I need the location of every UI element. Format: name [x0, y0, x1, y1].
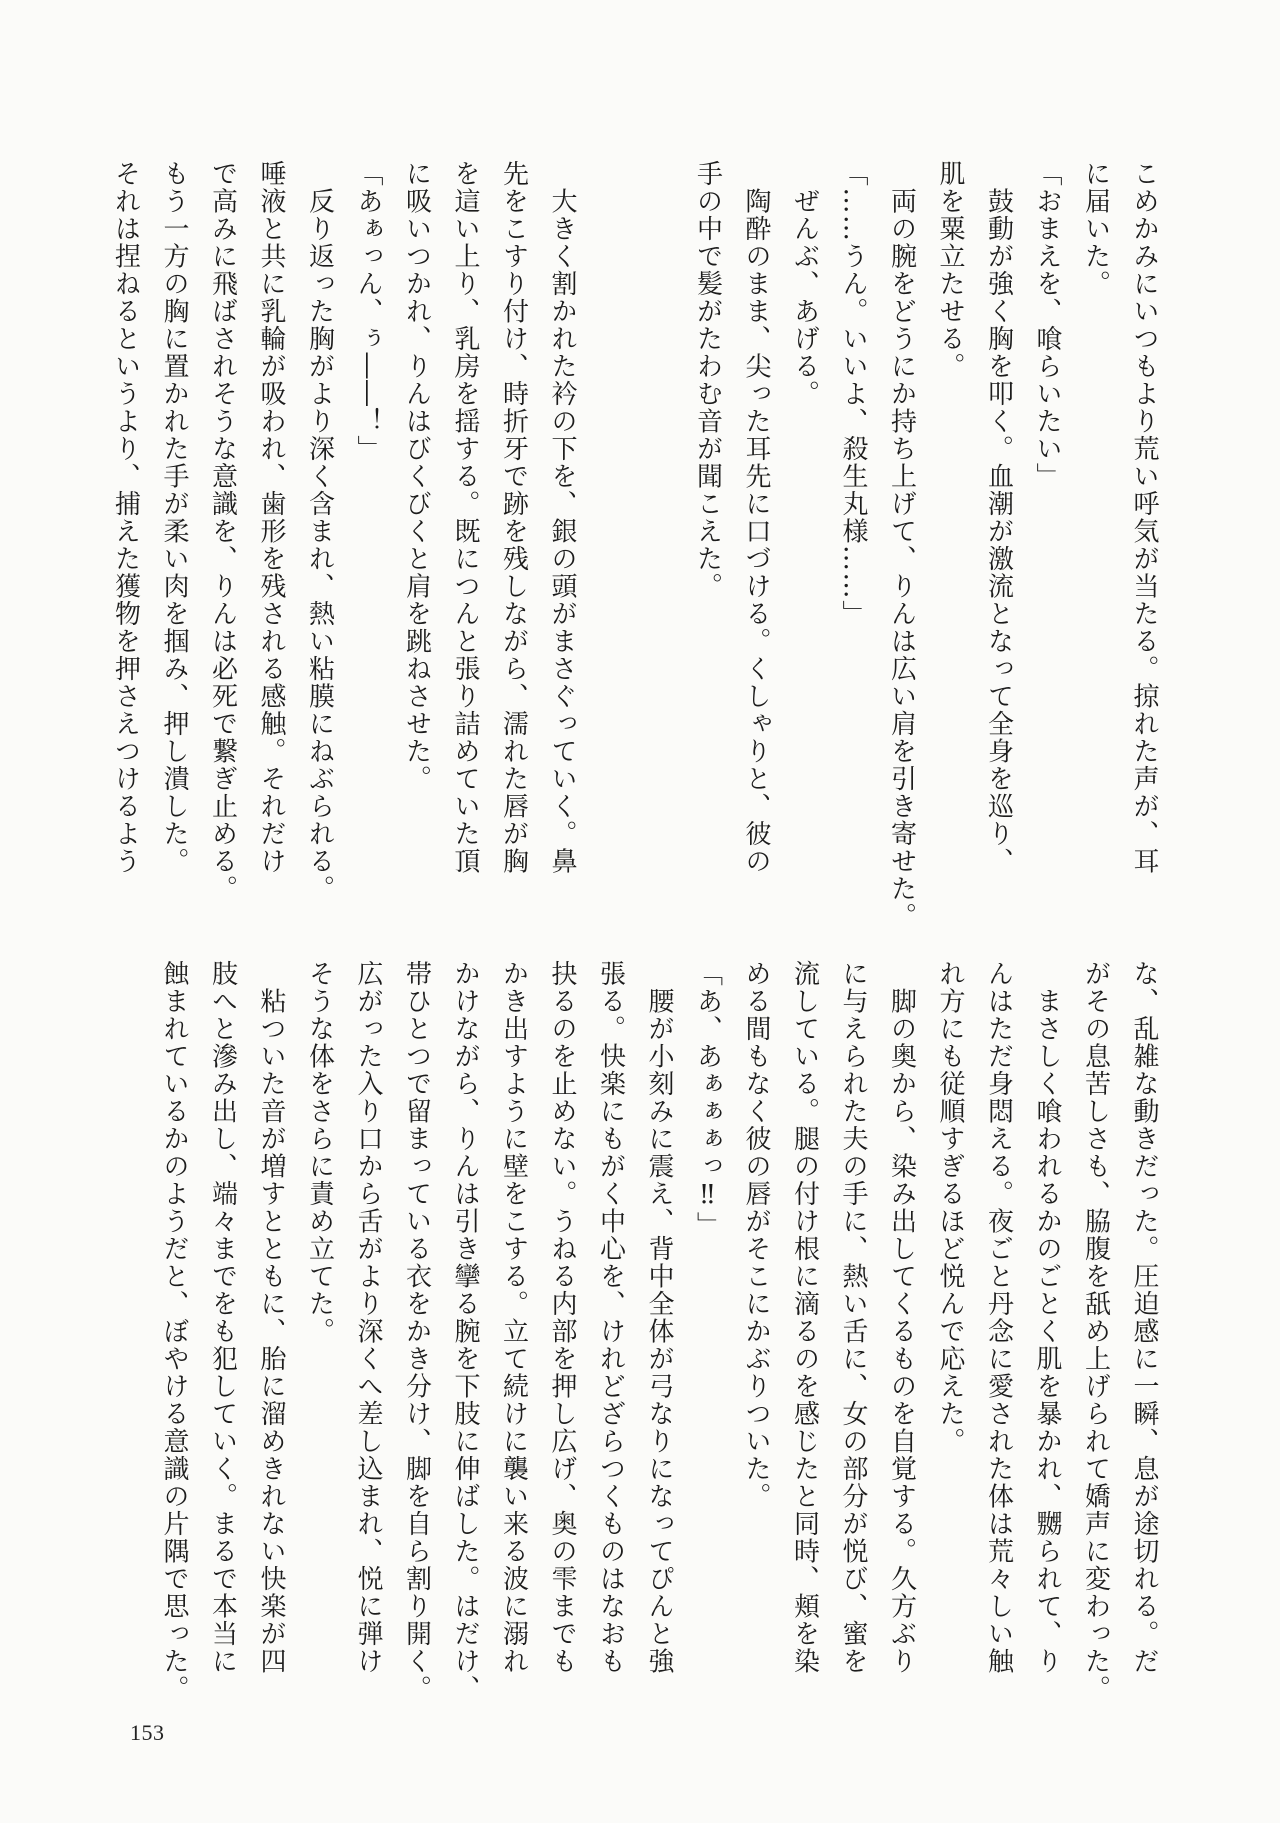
bottom-line: 帯ひとつで留まっている衣をかき分け、脚を自ら割り開く。 [401, 960, 432, 1703]
bottom-line: に与えられた夫の手に、熱い舌に、女の部分が悦び、蜜を [838, 960, 868, 1675]
top-line: 反り返った胸がより深く含まれ、熱い粘膜にねぶられる。 [304, 160, 335, 903]
top-line: ぜんぶ、あげる。 [789, 160, 820, 408]
bottom-line: がその息苦しさも、脇腹を舐め上げられて嬌声に変わった。 [1080, 960, 1111, 1703]
bottom-line: 張る。快楽にもがく中心を、けれどざらつくものはなおも [595, 960, 626, 1675]
top-line: 大きく割かれた衿の下を、銀の頭がまさぐっていく。鼻 [547, 160, 577, 875]
text-block-bottom [104, 960, 1168, 1703]
bottom-line: 流している。腿の付け根に滴るのを感じたと同時、頬を染 [789, 960, 820, 1675]
top-line: 先をこすり付け、時折牙で跡を残しながら、濡れた唇が胸 [498, 160, 529, 875]
top-line: で高みに飛ばされそうな意識を、りんは必死で繋ぎ止める。 [207, 160, 238, 903]
top-line: 「……うん。いいよ、殺生丸様……」 [838, 160, 868, 628]
bottom-line: 肢へと滲み出し、端々までをも犯していく。まるで本当に [207, 960, 238, 1675]
top-line: に届いた。 [1080, 160, 1111, 298]
bottom-line: れ方にも従順すぎるほど悦んで応えた。 [935, 960, 965, 1455]
top-line: 「おまえを、喰らいたい」 [1032, 160, 1062, 490]
bottom-line: まさしく喰われるかのごとく肌を暴かれ、嬲られて、り [1032, 960, 1062, 1675]
top-line: こめかみにいつもより荒い呼気が当たる。掠れた声が、耳 [1129, 160, 1159, 875]
bottom-line: な、乱雑な動きだった。圧迫感に一瞬、息が途切れる。だ [1129, 960, 1159, 1675]
page-number: 153 [130, 1720, 165, 1745]
bottom-line: 脚の奥から、染み出してくるものを自覚する。久方ぶり [886, 960, 917, 1675]
bottom-line: そうな体をさらに責め立てた。 [304, 960, 335, 1345]
bottom-line: かけながら、りんは引き攣る腕を下肢に伸ばした。はだけ、 [450, 960, 480, 1703]
top-line: 唾液と共に乳輪が吸われ、歯形を残される感触。それだけ [256, 160, 286, 875]
bottom-line: 抉るのを止めない。うねる内部を押し広げ、奥の雫までも [547, 960, 577, 1675]
top-line: 鼓動が強く胸を叩く。血潮が激流となって全身を巡り、 [983, 160, 1014, 875]
top-blank-line [635, 160, 684, 890]
top-line: 肌を粟立たせる。 [935, 160, 965, 380]
bottom-line: 「あ、あぁぁぁっ‼」 [692, 960, 723, 1239]
top-line: 陶酔のまま、尖った耳先に口づける。くしゃりと、彼の [741, 160, 771, 875]
top-line: もう一方の胸に置かれた手が柔い肉を掴み、押し潰した。 [159, 160, 189, 875]
top-line: に吸いつかれ、りんはびくびくと肩を跳ねさせた。 [401, 160, 432, 793]
bottom-line: んはただ身悶える。夜ごと丹念に愛された体は荒々しい触 [983, 960, 1014, 1675]
bottom-line: 広がった入り口から舌がより深くへ差し込まれ、悦に弾け [353, 960, 383, 1675]
bottom-line: かき出すように壁をこする。立て続けに襲い来る波に溺れ [498, 960, 529, 1675]
top-line: 「あぁっん、ぅ――！」 [353, 160, 383, 463]
bottom-line: 蝕まれているかのようだと、ぼやける意識の片隅で思った。 [159, 960, 189, 1703]
bottom-line: 腰が小刻みに震え、背中全体が弓なりになってぴんと強 [644, 960, 674, 1675]
top-line: 両の腕をどうにか持ち上げて、りんは広い肩を引き寄せた。 [886, 160, 917, 930]
bottom-line: 粘ついた音が増すとともに、胎に溜めきれない快楽が四 [256, 960, 286, 1675]
text-block-top [104, 160, 1168, 930]
top-line: を這い上り、乳房を揺する。既につんと張り詰めていた頂 [450, 160, 480, 875]
top-line: それは捏ねるというより、捕えた獲物を押さえつけるよう [110, 160, 141, 875]
top-line: 手の中で髪がたわむ音が聞こえた。 [692, 160, 723, 600]
bottom-line: める間もなく彼の唇がそこにかぶりついた。 [741, 960, 771, 1510]
top-blank-line [586, 160, 635, 890]
